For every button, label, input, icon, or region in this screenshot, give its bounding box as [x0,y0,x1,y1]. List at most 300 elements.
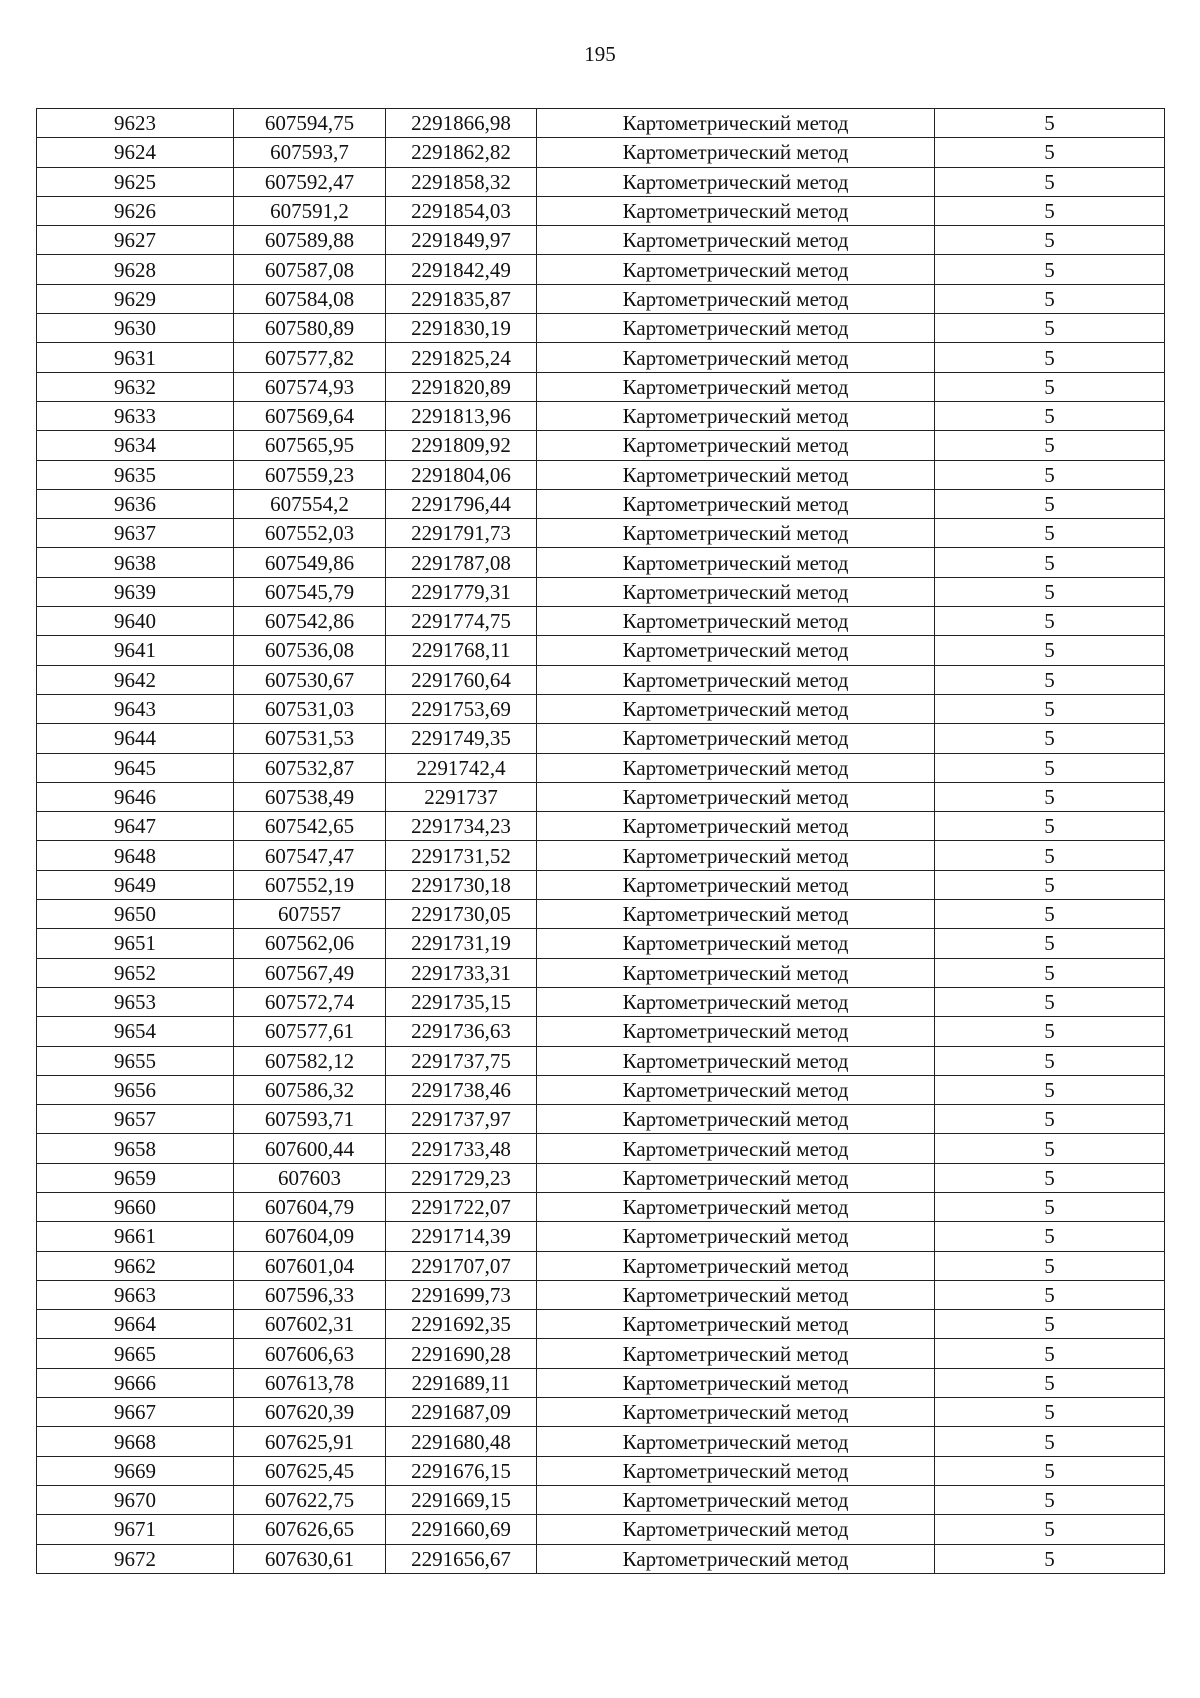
y-coordinate-cell: 2291830,19 [386,314,537,343]
y-coordinate-cell: 2291707,07 [386,1251,537,1280]
x-coordinate-cell: 607582,12 [234,1046,386,1075]
table-row [37,460,1165,489]
page-number: 195 [584,42,616,66]
accuracy-cell: 5 [935,167,1165,196]
y-coordinate-cell: 2291733,31 [386,958,537,987]
method-cell: Картометрический метод [537,1485,935,1514]
method-cell: Картометрический метод [537,284,935,313]
y-coordinate-cell: 2291736,63 [386,1017,537,1046]
table-row [37,1192,1165,1221]
x-coordinate-cell: 607557 [234,900,386,929]
method-cell: Картометрический метод [537,548,935,577]
point-number-cell: 9642 [37,665,234,694]
accuracy-cell: 5 [935,1310,1165,1339]
accuracy-cell: 5 [935,636,1165,665]
method-cell: Картометрический метод [537,665,935,694]
method-cell: Картометрический метод [537,1017,935,1046]
x-coordinate-cell: 607589,88 [234,226,386,255]
table-row [37,1485,1165,1514]
accuracy-cell: 5 [935,900,1165,929]
table-row [37,489,1165,518]
accuracy-cell: 5 [935,284,1165,313]
table-row [37,1017,1165,1046]
method-cell: Картометрический метод [537,372,935,401]
accuracy-cell: 5 [935,1456,1165,1485]
y-coordinate-cell: 2291796,44 [386,489,537,518]
method-cell: Картометрический метод [537,1310,935,1339]
point-number-cell: 9646 [37,782,234,811]
table-row [37,138,1165,167]
y-coordinate-cell: 2291734,23 [386,812,537,841]
method-cell: Картометрический метод [537,1134,935,1163]
point-number-cell: 9650 [37,900,234,929]
method-cell: Картометрический метод [537,460,935,489]
method-cell: Картометрический метод [537,1368,935,1397]
x-coordinate-cell: 607602,31 [234,1310,386,1339]
x-coordinate-cell: 607569,64 [234,401,386,430]
y-coordinate-cell: 2291729,23 [386,1163,537,1192]
point-number-cell: 9643 [37,694,234,723]
y-coordinate-cell: 2291835,87 [386,284,537,313]
table-row [37,1046,1165,1075]
y-coordinate-cell: 2291730,18 [386,870,537,899]
point-number-cell: 9664 [37,1310,234,1339]
x-coordinate-cell: 607547,47 [234,841,386,870]
accuracy-cell: 5 [935,431,1165,460]
point-number-cell: 9636 [37,489,234,518]
x-coordinate-cell: 607577,82 [234,343,386,372]
y-coordinate-cell: 2291791,73 [386,519,537,548]
method-cell: Картометрический метод [537,812,935,841]
table-row [37,196,1165,225]
method-cell: Картометрический метод [537,636,935,665]
table-row [37,607,1165,636]
x-coordinate-cell: 607565,95 [234,431,386,460]
table-row [37,284,1165,313]
accuracy-cell: 5 [935,519,1165,548]
point-number-cell: 9667 [37,1398,234,1427]
table-row [37,1427,1165,1456]
accuracy-cell: 5 [935,1075,1165,1104]
y-coordinate-cell: 2291722,07 [386,1192,537,1221]
method-cell: Картометрический метод [537,401,935,430]
point-number-cell: 9672 [37,1544,234,1573]
accuracy-cell: 5 [935,1398,1165,1427]
table-row [37,1105,1165,1134]
table-row [37,548,1165,577]
accuracy-cell: 5 [935,1134,1165,1163]
y-coordinate-cell: 2291730,05 [386,900,537,929]
point-number-cell: 9662 [37,1251,234,1280]
x-coordinate-cell: 607613,78 [234,1368,386,1397]
x-coordinate-cell: 607538,49 [234,782,386,811]
y-coordinate-cell: 2291680,48 [386,1427,537,1456]
table-row [37,1310,1165,1339]
table-row [37,167,1165,196]
x-coordinate-cell: 607577,61 [234,1017,386,1046]
table-row [37,1134,1165,1163]
method-cell: Картометрический метод [537,724,935,753]
method-cell: Картометрический метод [537,782,935,811]
x-coordinate-cell: 607600,44 [234,1134,386,1163]
x-coordinate-cell: 607593,7 [234,138,386,167]
y-coordinate-cell: 2291714,39 [386,1222,537,1251]
accuracy-cell: 5 [935,314,1165,343]
point-number-cell: 9649 [37,870,234,899]
x-coordinate-cell: 607604,79 [234,1192,386,1221]
table-row [37,1251,1165,1280]
point-number-cell: 9630 [37,314,234,343]
coordinates-table [36,108,1165,1574]
accuracy-cell: 5 [935,1368,1165,1397]
y-coordinate-cell: 2291760,64 [386,665,537,694]
coordinates-table-body [37,109,1165,1574]
x-coordinate-cell: 607574,93 [234,372,386,401]
accuracy-cell: 5 [935,1544,1165,1573]
point-number-cell: 9657 [37,1105,234,1134]
method-cell: Картометрический метод [537,109,935,138]
y-coordinate-cell: 2291809,92 [386,431,537,460]
method-cell: Картометрический метод [537,489,935,518]
point-number-cell: 9635 [37,460,234,489]
table-row [37,109,1165,138]
accuracy-cell: 5 [935,343,1165,372]
y-coordinate-cell: 2291731,19 [386,929,537,958]
method-cell: Картометрический метод [537,753,935,782]
table-row [37,226,1165,255]
method-cell: Картометрический метод [537,1398,935,1427]
y-coordinate-cell: 2291687,09 [386,1398,537,1427]
point-number-cell: 9637 [37,519,234,548]
accuracy-cell: 5 [935,196,1165,225]
x-coordinate-cell: 607592,47 [234,167,386,196]
table-row [37,870,1165,899]
table-row [37,401,1165,430]
x-coordinate-cell: 607584,08 [234,284,386,313]
x-coordinate-cell: 607532,87 [234,753,386,782]
point-number-cell: 9632 [37,372,234,401]
table-row [37,753,1165,782]
table-row [37,1280,1165,1309]
table-row [37,1515,1165,1544]
point-number-cell: 9652 [37,958,234,987]
x-coordinate-cell: 607580,89 [234,314,386,343]
accuracy-cell: 5 [935,1280,1165,1309]
method-cell: Картометрический метод [537,1222,935,1251]
x-coordinate-cell: 607545,79 [234,577,386,606]
accuracy-cell: 5 [935,226,1165,255]
accuracy-cell: 5 [935,812,1165,841]
method-cell: Картометрический метод [537,196,935,225]
point-number-cell: 9625 [37,167,234,196]
x-coordinate-cell: 607603 [234,1163,386,1192]
accuracy-cell: 5 [935,724,1165,753]
x-coordinate-cell: 607562,06 [234,929,386,958]
x-coordinate-cell: 607626,65 [234,1515,386,1544]
accuracy-cell: 5 [935,1222,1165,1251]
accuracy-cell: 5 [935,1339,1165,1368]
table-row [37,636,1165,665]
y-coordinate-cell: 2291825,24 [386,343,537,372]
point-number-cell: 9661 [37,1222,234,1251]
accuracy-cell: 5 [935,372,1165,401]
accuracy-cell: 5 [935,782,1165,811]
y-coordinate-cell: 2291866,98 [386,109,537,138]
accuracy-cell: 5 [935,109,1165,138]
accuracy-cell: 5 [935,460,1165,489]
accuracy-cell: 5 [935,577,1165,606]
table-row [37,343,1165,372]
method-cell: Картометрический метод [537,314,935,343]
point-number-cell: 9633 [37,401,234,430]
accuracy-cell: 5 [935,1017,1165,1046]
y-coordinate-cell: 2291692,35 [386,1310,537,1339]
point-number-cell: 9651 [37,929,234,958]
y-coordinate-cell: 2291858,32 [386,167,537,196]
point-number-cell: 9669 [37,1456,234,1485]
point-number-cell: 9641 [37,636,234,665]
accuracy-cell: 5 [935,1046,1165,1075]
method-cell: Картометрический метод [537,1046,935,1075]
table-row [37,1398,1165,1427]
table-row [37,372,1165,401]
x-coordinate-cell: 607554,2 [234,489,386,518]
method-cell: Картометрический метод [537,1515,935,1544]
point-number-cell: 9655 [37,1046,234,1075]
accuracy-cell: 5 [935,665,1165,694]
point-number-cell: 9644 [37,724,234,753]
table-row [37,1163,1165,1192]
method-cell: Картометрический метод [537,431,935,460]
x-coordinate-cell: 607572,74 [234,987,386,1016]
y-coordinate-cell: 2291849,97 [386,226,537,255]
table-row [37,694,1165,723]
y-coordinate-cell: 2291820,89 [386,372,537,401]
point-number-cell: 9663 [37,1280,234,1309]
x-coordinate-cell: 607606,63 [234,1339,386,1368]
point-number-cell: 9624 [37,138,234,167]
x-coordinate-cell: 607586,32 [234,1075,386,1104]
y-coordinate-cell: 2291813,96 [386,401,537,430]
y-coordinate-cell: 2291731,52 [386,841,537,870]
table-row [37,431,1165,460]
accuracy-cell: 5 [935,255,1165,284]
x-coordinate-cell: 607620,39 [234,1398,386,1427]
point-number-cell: 9670 [37,1485,234,1514]
y-coordinate-cell: 2291699,73 [386,1280,537,1309]
x-coordinate-cell: 607530,67 [234,665,386,694]
accuracy-cell: 5 [935,958,1165,987]
y-coordinate-cell: 2291768,11 [386,636,537,665]
accuracy-cell: 5 [935,929,1165,958]
table-row [37,519,1165,548]
accuracy-cell: 5 [935,1192,1165,1221]
y-coordinate-cell: 2291753,69 [386,694,537,723]
x-coordinate-cell: 607549,86 [234,548,386,577]
point-number-cell: 9634 [37,431,234,460]
x-coordinate-cell: 607559,23 [234,460,386,489]
point-number-cell: 9629 [37,284,234,313]
table-row [37,782,1165,811]
method-cell: Картометрический метод [537,929,935,958]
x-coordinate-cell: 607531,53 [234,724,386,753]
y-coordinate-cell: 2291854,03 [386,196,537,225]
method-cell: Картометрический метод [537,958,935,987]
y-coordinate-cell: 2291660,69 [386,1515,537,1544]
point-number-cell: 9647 [37,812,234,841]
point-number-cell: 9668 [37,1427,234,1456]
x-coordinate-cell: 607542,86 [234,607,386,636]
point-number-cell: 9658 [37,1134,234,1163]
method-cell: Картометрический метод [537,343,935,372]
accuracy-cell: 5 [935,138,1165,167]
x-coordinate-cell: 607567,49 [234,958,386,987]
table-row [37,724,1165,753]
accuracy-cell: 5 [935,607,1165,636]
y-coordinate-cell: 2291787,08 [386,548,537,577]
point-number-cell: 9628 [37,255,234,284]
accuracy-cell: 5 [935,1427,1165,1456]
x-coordinate-cell: 607625,45 [234,1456,386,1485]
table-row [37,1544,1165,1573]
method-cell: Картометрический метод [537,138,935,167]
x-coordinate-cell: 607622,75 [234,1485,386,1514]
table-row [37,812,1165,841]
accuracy-cell: 5 [935,841,1165,870]
method-cell: Картометрический метод [537,519,935,548]
y-coordinate-cell: 2291656,67 [386,1544,537,1573]
y-coordinate-cell: 2291737,97 [386,1105,537,1134]
accuracy-cell: 5 [935,1485,1165,1514]
x-coordinate-cell: 607601,04 [234,1251,386,1280]
method-cell: Картометрический метод [537,226,935,255]
y-coordinate-cell: 2291735,15 [386,987,537,1016]
y-coordinate-cell: 2291737,75 [386,1046,537,1075]
table-row [37,665,1165,694]
x-coordinate-cell: 607625,91 [234,1427,386,1456]
table-row [37,900,1165,929]
table-row [37,1456,1165,1485]
x-coordinate-cell: 607596,33 [234,1280,386,1309]
accuracy-cell: 5 [935,401,1165,430]
point-number-cell: 9627 [37,226,234,255]
method-cell: Картометрический метод [537,1544,935,1573]
point-number-cell: 9659 [37,1163,234,1192]
table-row [37,1222,1165,1251]
y-coordinate-cell: 2291742,4 [386,753,537,782]
x-coordinate-cell: 607536,08 [234,636,386,665]
x-coordinate-cell: 607630,61 [234,1544,386,1573]
x-coordinate-cell: 607593,71 [234,1105,386,1134]
accuracy-cell: 5 [935,1163,1165,1192]
point-number-cell: 9640 [37,607,234,636]
y-coordinate-cell: 2291737 [386,782,537,811]
accuracy-cell: 5 [935,1515,1165,1544]
accuracy-cell: 5 [935,987,1165,1016]
method-cell: Картометрический метод [537,1163,935,1192]
table-row [37,314,1165,343]
x-coordinate-cell: 607552,03 [234,519,386,548]
point-number-cell: 9671 [37,1515,234,1544]
point-number-cell: 9631 [37,343,234,372]
x-coordinate-cell: 607604,09 [234,1222,386,1251]
x-coordinate-cell: 607594,75 [234,109,386,138]
method-cell: Картометрический метод [537,1105,935,1134]
method-cell: Картометрический метод [537,841,935,870]
method-cell: Картометрический метод [537,577,935,606]
point-number-cell: 9648 [37,841,234,870]
x-coordinate-cell: 607531,03 [234,694,386,723]
y-coordinate-cell: 2291804,06 [386,460,537,489]
accuracy-cell: 5 [935,1105,1165,1134]
y-coordinate-cell: 2291779,31 [386,577,537,606]
point-number-cell: 9656 [37,1075,234,1104]
y-coordinate-cell: 2291676,15 [386,1456,537,1485]
method-cell: Картометрический метод [537,1456,935,1485]
method-cell: Картометрический метод [537,1280,935,1309]
table-row [37,958,1165,987]
point-number-cell: 9638 [37,548,234,577]
method-cell: Картометрический метод [537,1192,935,1221]
method-cell: Картометрический метод [537,900,935,929]
point-number-cell: 9626 [37,196,234,225]
accuracy-cell: 5 [935,694,1165,723]
point-number-cell: 9653 [37,987,234,1016]
table-row [37,1075,1165,1104]
method-cell: Картометрический метод [537,1427,935,1456]
y-coordinate-cell: 2291689,11 [386,1368,537,1397]
accuracy-cell: 5 [935,548,1165,577]
accuracy-cell: 5 [935,489,1165,518]
point-number-cell: 9654 [37,1017,234,1046]
point-number-cell: 9623 [37,109,234,138]
method-cell: Картометрический метод [537,1251,935,1280]
point-number-cell: 9666 [37,1368,234,1397]
y-coordinate-cell: 2291842,49 [386,255,537,284]
method-cell: Картометрический метод [537,870,935,899]
accuracy-cell: 5 [935,1251,1165,1280]
y-coordinate-cell: 2291733,48 [386,1134,537,1163]
x-coordinate-cell: 607542,65 [234,812,386,841]
table-row [37,1339,1165,1368]
point-number-cell: 9645 [37,753,234,782]
y-coordinate-cell: 2291749,35 [386,724,537,753]
table-row [37,577,1165,606]
x-coordinate-cell: 607591,2 [234,196,386,225]
x-coordinate-cell: 607552,19 [234,870,386,899]
y-coordinate-cell: 2291738,46 [386,1075,537,1104]
method-cell: Картометрический метод [537,255,935,284]
point-number-cell: 9665 [37,1339,234,1368]
method-cell: Картометрический метод [537,1339,935,1368]
table-row [37,1368,1165,1397]
table-row [37,255,1165,284]
method-cell: Картометрический метод [537,167,935,196]
accuracy-cell: 5 [935,753,1165,782]
y-coordinate-cell: 2291669,15 [386,1485,537,1514]
y-coordinate-cell: 2291690,28 [386,1339,537,1368]
method-cell: Картометрический метод [537,1075,935,1104]
table-row [37,929,1165,958]
method-cell: Картометрический метод [537,694,935,723]
method-cell: Картометрический метод [537,607,935,636]
table-row [37,841,1165,870]
x-coordinate-cell: 607587,08 [234,255,386,284]
point-number-cell: 9639 [37,577,234,606]
table-row [37,987,1165,1016]
point-number-cell: 9660 [37,1192,234,1221]
y-coordinate-cell: 2291774,75 [386,607,537,636]
